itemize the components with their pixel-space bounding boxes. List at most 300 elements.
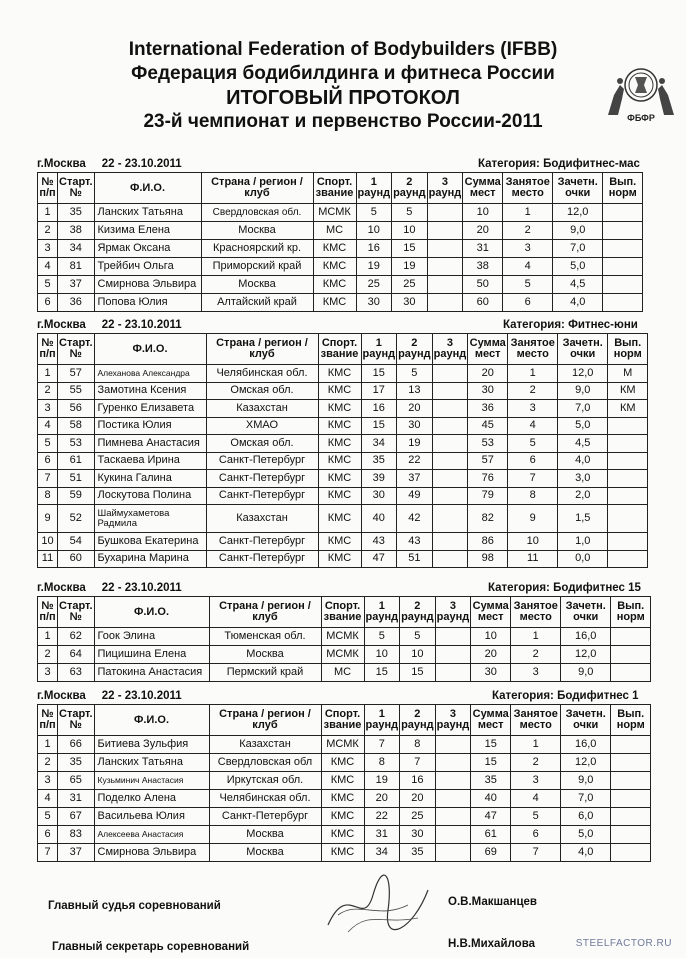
table-cell xyxy=(608,550,648,568)
table-cell: 7,0 xyxy=(561,790,611,808)
table-cell: 8 xyxy=(400,736,436,754)
column-header: Сумма мест xyxy=(471,597,511,628)
table-row xyxy=(38,550,648,568)
column-header: 1 раунд xyxy=(361,334,397,365)
column-header: Занятое место xyxy=(511,705,561,736)
table-cell: Гуренко Елизавета xyxy=(94,400,206,418)
table-cell: 5 xyxy=(397,365,433,383)
table-cell: Омская обл. xyxy=(206,382,318,400)
table-cell: 81 xyxy=(58,258,95,276)
column-header: № п/п xyxy=(38,334,58,365)
column-header: Старт. № xyxy=(58,705,95,736)
table-cell xyxy=(608,435,648,453)
table-cell: 13 xyxy=(397,382,433,400)
results-table xyxy=(37,333,648,568)
table-cell: 6 xyxy=(38,294,58,312)
table-cell xyxy=(603,258,643,276)
table-cell: 98 xyxy=(468,550,508,568)
table-cell: 0,0 xyxy=(558,550,608,568)
table-cell: Москва xyxy=(201,276,313,294)
table-cell: 49 xyxy=(397,487,433,505)
category-label: Категория: Бодифитнес 1 xyxy=(492,690,639,702)
table-cell: КМС xyxy=(321,826,364,844)
column-header: 1 раунд xyxy=(364,705,400,736)
table-cell xyxy=(432,470,468,488)
table-cell: 34 xyxy=(361,435,397,453)
column-header: 3 раунд xyxy=(432,334,468,365)
table-cell xyxy=(611,826,651,844)
column-header: Страна / регион / клуб xyxy=(209,597,321,628)
table-cell: 2 xyxy=(38,754,58,772)
table-cell: 20 xyxy=(468,365,508,383)
table-cell: 2 xyxy=(503,222,553,240)
table-cell: 59 xyxy=(58,487,95,505)
table-cell xyxy=(435,754,471,772)
column-header: № п/п xyxy=(38,705,58,736)
table-cell: 3 xyxy=(38,772,58,790)
table-cell xyxy=(435,808,471,826)
table-cell: 11 xyxy=(38,550,58,568)
table-cell: Битиева Зульфия xyxy=(94,736,209,754)
place-date: г.Москва 22 - 23.10.2011 xyxy=(37,582,182,594)
table-cell: 8 xyxy=(508,487,558,505)
table-cell: 5 xyxy=(400,628,436,646)
table-cell xyxy=(432,435,468,453)
table-cell: Челябинская обл. xyxy=(209,790,321,808)
table-cell: Санкт-Петербург xyxy=(206,533,318,551)
table-cell: Приморский край xyxy=(201,258,313,276)
table-cell: 30 xyxy=(468,382,508,400)
table-cell xyxy=(435,664,471,682)
chief-judge-label: Главный судья соревнований xyxy=(48,900,221,912)
column-header: № п/п xyxy=(38,597,58,628)
table-cell: 4,0 xyxy=(561,844,611,862)
column-header: Сумма мест xyxy=(468,334,508,365)
table-cell: КМС xyxy=(313,276,356,294)
table-cell: 1 xyxy=(38,204,58,222)
table-cell: 9,0 xyxy=(553,222,603,240)
table-cell: Кукина Галина xyxy=(94,470,206,488)
table-cell: 19 xyxy=(356,258,392,276)
table-cell xyxy=(435,790,471,808)
table-cell: Иркутская обл. xyxy=(209,772,321,790)
table-row xyxy=(38,628,651,646)
table-cell: 17 xyxy=(361,382,397,400)
table-cell: 2 xyxy=(38,382,58,400)
table-cell xyxy=(611,646,651,664)
table-cell: 1 xyxy=(503,204,553,222)
header-row xyxy=(38,705,651,736)
table-cell: Санкт-Петербург xyxy=(206,487,318,505)
table-cell: 2 xyxy=(511,754,561,772)
column-header: 3 раунд xyxy=(435,705,471,736)
table-cell: КМС xyxy=(321,754,364,772)
table-cell: ХМАО xyxy=(206,417,318,435)
table-cell: 40 xyxy=(361,505,397,533)
table-cell: 1 xyxy=(38,736,58,754)
table-cell: Свердловская обл. xyxy=(201,204,313,222)
table-row xyxy=(38,258,643,276)
table-cell: 7 xyxy=(511,844,561,862)
table-cell: 47 xyxy=(471,808,511,826)
results-section-4 xyxy=(37,690,686,862)
table-cell: 47 xyxy=(361,550,397,568)
table-cell: 16,0 xyxy=(561,628,611,646)
table-cell: Смирнова Эльвира xyxy=(94,844,209,862)
place-date: г.Москва 22 - 23.10.2011 xyxy=(37,319,182,331)
table-cell: 39 xyxy=(361,470,397,488)
table-cell xyxy=(611,736,651,754)
table-cell: КМ xyxy=(608,382,648,400)
place-date: г.Москва 22 - 23.10.2011 xyxy=(37,158,182,170)
table-cell: 10 xyxy=(356,222,392,240)
column-header: 1 раунд xyxy=(356,173,392,204)
column-header: Старт. № xyxy=(58,334,95,365)
table-cell: 7 xyxy=(400,754,436,772)
table-cell: 66 xyxy=(58,736,95,754)
table-cell: 30 xyxy=(361,487,397,505)
table-cell xyxy=(435,628,471,646)
table-cell: 6 xyxy=(511,826,561,844)
table-cell: Трейбич Ольга xyxy=(94,258,201,276)
category-label: Категория: Бодифитнес 15 xyxy=(488,582,641,594)
table-cell: 7 xyxy=(508,470,558,488)
table-cell: 35 xyxy=(58,204,95,222)
table-cell: Шаймухаметова Радмила xyxy=(94,505,206,533)
table-row xyxy=(38,365,648,383)
table-cell: 5 xyxy=(38,435,58,453)
table-cell: МСМК xyxy=(321,646,364,664)
table-cell: 20 xyxy=(471,646,511,664)
table-cell xyxy=(603,222,643,240)
table-cell: 3,0 xyxy=(558,470,608,488)
table-cell xyxy=(435,646,471,664)
table-cell: КМС xyxy=(313,240,356,258)
table-cell: КМС xyxy=(321,790,364,808)
table-cell: КМС xyxy=(318,470,361,488)
table-cell: 30 xyxy=(397,417,433,435)
table-cell: КМС xyxy=(318,365,361,383)
table-row xyxy=(38,754,651,772)
table-cell xyxy=(611,844,651,862)
column-header: Ф.И.О. xyxy=(94,597,209,628)
table-cell: 1 xyxy=(38,365,58,383)
table-cell: КМС xyxy=(318,550,361,568)
table-cell: 15 xyxy=(400,664,436,682)
chief-secretary-name: Н.В.Михайлова xyxy=(448,938,536,950)
table-cell: 20 xyxy=(364,790,400,808)
header-row xyxy=(38,173,643,204)
table-cell: 37 xyxy=(397,470,433,488)
table-cell: 25 xyxy=(392,276,428,294)
table-cell: 5 xyxy=(503,276,553,294)
table-cell: 15 xyxy=(471,754,511,772)
place-date: г.Москва 22 - 23.10.2011 xyxy=(37,690,182,702)
column-header: Занятое место xyxy=(503,173,553,204)
column-header: 2 раунд xyxy=(392,173,428,204)
column-header: Занятое место xyxy=(511,597,561,628)
table-cell: КМС xyxy=(318,505,361,533)
table-cell: 43 xyxy=(361,533,397,551)
table-cell: 30 xyxy=(392,294,428,312)
table-cell: Гоок Элина xyxy=(94,628,209,646)
table-cell: 56 xyxy=(58,400,95,418)
table-row xyxy=(38,452,648,470)
header-row xyxy=(38,597,651,628)
table-cell: 37 xyxy=(58,844,95,862)
table-cell xyxy=(608,533,648,551)
table-cell: 5 xyxy=(511,808,561,826)
table-cell: 9 xyxy=(508,505,558,533)
table-cell: МС xyxy=(321,664,364,682)
table-cell: 2 xyxy=(508,382,558,400)
table-cell: 3 xyxy=(511,772,561,790)
table-cell: 3 xyxy=(38,400,58,418)
section-header xyxy=(37,158,686,172)
table-cell xyxy=(435,844,471,862)
table-cell: 45 xyxy=(468,417,508,435)
table-cell: Москва xyxy=(209,826,321,844)
table-cell: 7 xyxy=(38,470,58,488)
table-cell: 25 xyxy=(400,808,436,826)
table-cell: 4,5 xyxy=(553,276,603,294)
chief-judge-name: О.В.Макшанцев xyxy=(448,896,537,908)
table-cell: 61 xyxy=(58,452,95,470)
table-row xyxy=(38,276,643,294)
column-header: Вып. норм xyxy=(608,334,648,365)
table-cell xyxy=(432,550,468,568)
column-header: 1 раунд xyxy=(364,597,400,628)
table-cell xyxy=(435,736,471,754)
table-cell: МС xyxy=(313,222,356,240)
table-cell: 35 xyxy=(361,452,397,470)
column-header: Старт. № xyxy=(58,173,95,204)
table-cell: Смирнова Эльвира xyxy=(94,276,201,294)
table-row xyxy=(38,470,648,488)
table-cell: 37 xyxy=(58,276,95,294)
column-header: Сумма мест xyxy=(471,705,511,736)
table-cell xyxy=(427,258,463,276)
table-cell: 12,0 xyxy=(561,754,611,772)
table-cell: 12,0 xyxy=(558,365,608,383)
table-cell: 12,0 xyxy=(553,204,603,222)
table-cell: 3 xyxy=(508,400,558,418)
table-row xyxy=(38,826,651,844)
table-cell: 2 xyxy=(511,646,561,664)
table-cell: КМС xyxy=(318,382,361,400)
table-cell: 6 xyxy=(503,294,553,312)
table-cell: 19 xyxy=(364,772,400,790)
table-cell: 43 xyxy=(397,533,433,551)
column-header: Зачетн. очки xyxy=(561,597,611,628)
table-cell xyxy=(603,204,643,222)
table-cell xyxy=(611,790,651,808)
table-cell: 15 xyxy=(361,365,397,383)
table-cell: 25 xyxy=(356,276,392,294)
table-cell: 35 xyxy=(58,754,95,772)
table-cell xyxy=(608,452,648,470)
section-header xyxy=(37,582,686,596)
table-cell: 16 xyxy=(361,400,397,418)
table-cell: Казахстан xyxy=(209,736,321,754)
table-cell: 8 xyxy=(38,487,58,505)
table-cell: Санкт-Петербург xyxy=(206,550,318,568)
table-cell xyxy=(427,276,463,294)
category-label: Категория: Бодифитнес-мас xyxy=(478,158,640,170)
table-cell: 22 xyxy=(397,452,433,470)
table-cell: 82 xyxy=(468,505,508,533)
table-cell: 6 xyxy=(38,826,58,844)
table-cell: 6 xyxy=(508,452,558,470)
table-cell: 60 xyxy=(58,550,95,568)
table-cell: 4 xyxy=(38,790,58,808)
table-cell: 6 xyxy=(38,452,58,470)
table-cell: 83 xyxy=(58,826,95,844)
table-row xyxy=(38,808,651,826)
table-cell: Казахстан xyxy=(206,505,318,533)
column-header: Страна / регион / клуб xyxy=(201,173,313,204)
table-row xyxy=(38,400,648,418)
table-cell: 7,0 xyxy=(558,400,608,418)
column-header: Спорт. звание xyxy=(318,334,361,365)
table-cell: 3 xyxy=(38,240,58,258)
table-cell: 1 xyxy=(511,628,561,646)
column-header: Спорт. звание xyxy=(321,705,364,736)
table-cell: 1,0 xyxy=(558,533,608,551)
table-cell: 20 xyxy=(397,400,433,418)
column-header: Зачетн. очки xyxy=(553,173,603,204)
table-cell: 10 xyxy=(508,533,558,551)
table-cell: 4,5 xyxy=(558,435,608,453)
column-header: Страна / регион / клуб xyxy=(206,334,318,365)
table-cell: Санкт-Петербург xyxy=(206,452,318,470)
table-cell: 53 xyxy=(468,435,508,453)
table-cell: 9,0 xyxy=(561,664,611,682)
column-header: Ф.И.О. xyxy=(94,705,209,736)
table-row xyxy=(38,222,643,240)
column-header: Вып. норм xyxy=(603,173,643,204)
table-cell: 1 xyxy=(38,628,58,646)
table-cell: Алтайский край xyxy=(201,294,313,312)
table-cell: КМС xyxy=(318,452,361,470)
table-cell: Бушкова Екатерина xyxy=(94,533,206,551)
table-cell: Лоскутова Полина xyxy=(94,487,206,505)
table-cell xyxy=(608,487,648,505)
results-section-1 xyxy=(37,158,686,312)
table-cell: Попова Юлия xyxy=(94,294,201,312)
table-cell: 79 xyxy=(468,487,508,505)
fbfr-logo xyxy=(600,55,682,125)
table-cell: 4 xyxy=(38,417,58,435)
table-cell: 57 xyxy=(468,452,508,470)
table-cell: КМС xyxy=(318,400,361,418)
table-cell xyxy=(427,204,463,222)
table-row xyxy=(38,646,651,664)
table-cell: Патокина Анастасия xyxy=(94,664,209,682)
table-cell: 53 xyxy=(58,435,95,453)
table-cell: 8 xyxy=(364,754,400,772)
table-cell xyxy=(611,772,651,790)
table-cell xyxy=(432,533,468,551)
table-cell: КМС xyxy=(321,808,364,826)
table-cell: Ланских Татьяна xyxy=(94,754,209,772)
table-cell: 6,0 xyxy=(561,808,611,826)
table-cell: М xyxy=(608,365,648,383)
table-cell: 69 xyxy=(471,844,511,862)
table-cell: 5 xyxy=(364,628,400,646)
table-cell: 7,0 xyxy=(553,240,603,258)
table-cell: 40 xyxy=(471,790,511,808)
table-row xyxy=(38,204,643,222)
table-cell: 58 xyxy=(58,417,95,435)
table-cell: 63 xyxy=(58,664,95,682)
table-cell: 30 xyxy=(356,294,392,312)
table-cell: 9,0 xyxy=(558,382,608,400)
table-row xyxy=(38,664,651,682)
table-cell xyxy=(603,276,643,294)
table-cell: 10 xyxy=(38,533,58,551)
championship-title: 23-й чемпионат и первенство России-2011 xyxy=(143,111,543,132)
table-cell: 57 xyxy=(58,365,95,383)
table-cell: 2,0 xyxy=(558,487,608,505)
table-cell: КМС xyxy=(313,294,356,312)
table-cell: 54 xyxy=(58,533,95,551)
table-cell: Пицишина Елена xyxy=(94,646,209,664)
table-cell: 30 xyxy=(400,826,436,844)
table-cell: 60 xyxy=(463,294,503,312)
section-header xyxy=(37,690,686,704)
table-cell: 4,0 xyxy=(558,452,608,470)
table-cell: 31 xyxy=(58,790,95,808)
column-header: 2 раунд xyxy=(397,334,433,365)
table-cell: 15 xyxy=(471,736,511,754)
table-cell xyxy=(611,628,651,646)
table-cell: 4 xyxy=(503,258,553,276)
table-cell: 51 xyxy=(58,470,95,488)
table-row xyxy=(38,533,648,551)
table-cell: Кузьминич Анастасия xyxy=(94,772,209,790)
table-cell: 20 xyxy=(400,790,436,808)
column-header: 3 раунд xyxy=(435,597,471,628)
column-header: Сумма мест xyxy=(463,173,503,204)
table-cell: 3 xyxy=(503,240,553,258)
table-cell: КМС xyxy=(318,487,361,505)
table-cell: 5 xyxy=(38,276,58,294)
table-cell: 4 xyxy=(38,258,58,276)
table-cell: 52 xyxy=(58,505,95,533)
section-header xyxy=(37,319,686,333)
protocol-title: ИТОГОВЫЙ ПРОТОКОЛ xyxy=(226,87,460,109)
table-cell: 19 xyxy=(392,258,428,276)
table-cell: 2 xyxy=(38,222,58,240)
table-cell xyxy=(603,294,643,312)
table-cell: Казахстан xyxy=(206,400,318,418)
column-header: Старт. № xyxy=(58,597,95,628)
table-row xyxy=(38,382,648,400)
table-cell: 7 xyxy=(364,736,400,754)
table-cell: 10 xyxy=(471,628,511,646)
column-header: Занятое место xyxy=(508,334,558,365)
table-cell xyxy=(432,382,468,400)
column-header: 2 раунд xyxy=(400,705,436,736)
results-table xyxy=(37,172,643,312)
logo-text: ФБФР xyxy=(627,113,655,123)
table-cell xyxy=(427,294,463,312)
table-row xyxy=(38,772,651,790)
table-cell: Алексеева Анастасия xyxy=(94,826,209,844)
table-cell xyxy=(427,222,463,240)
header-row xyxy=(38,334,648,365)
